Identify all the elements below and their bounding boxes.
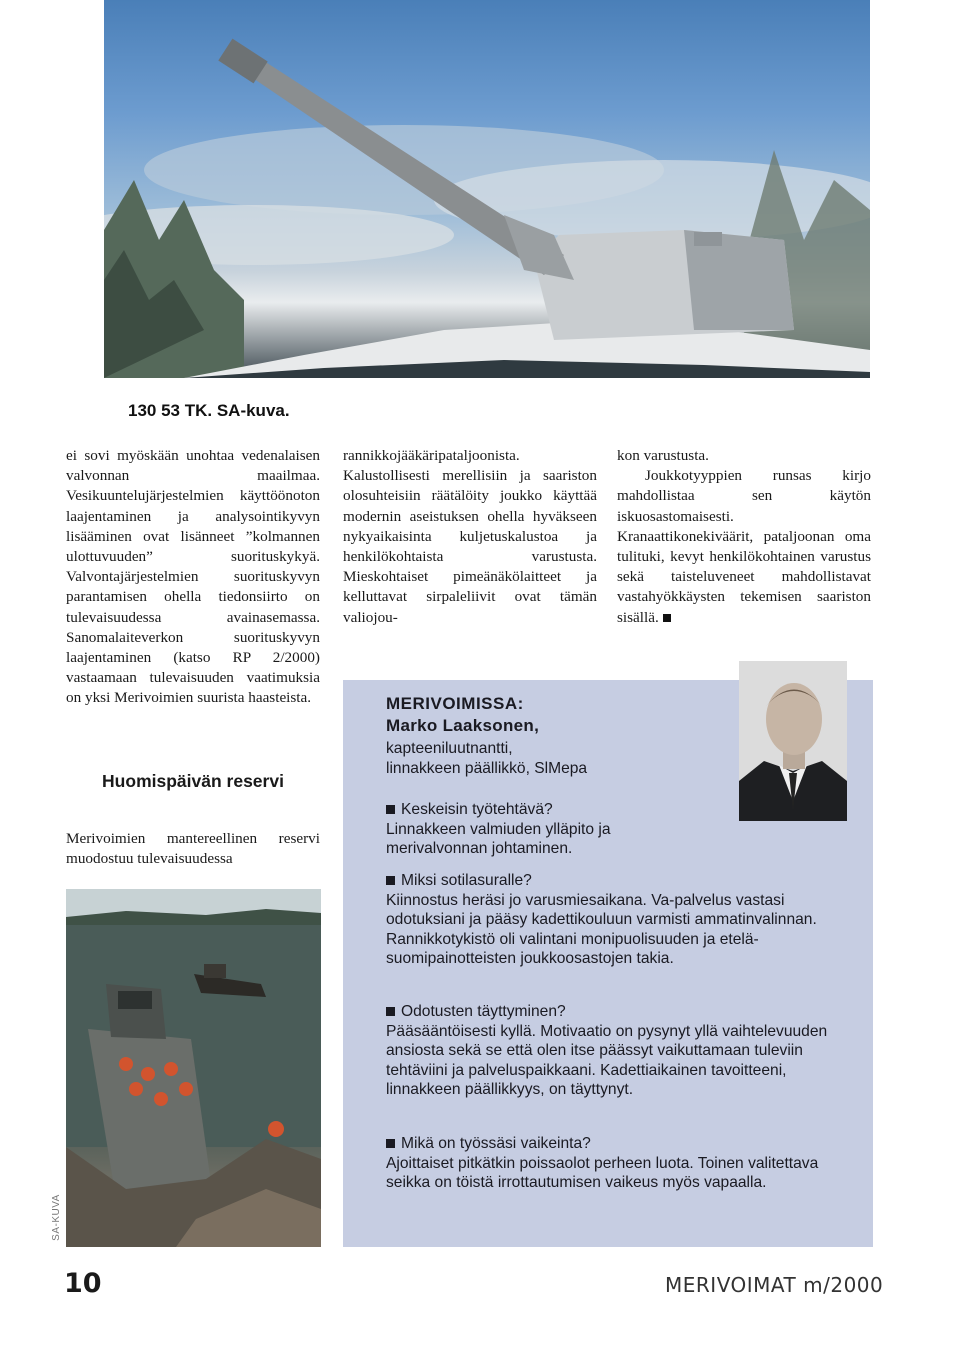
interview-question: Keskeisin työtehtävä?	[386, 800, 856, 820]
interview-item	[386, 1002, 856, 1100]
gun-turret-illustration	[104, 0, 870, 378]
interview-heading: MERIVOIMISSA:	[386, 694, 524, 713]
photo-credit	[51, 1196, 65, 1244]
subheading: Huomispäivän reservi	[102, 771, 284, 791]
article-column-3	[617, 446, 871, 628]
portrait-illustration	[739, 661, 847, 821]
page-number: 10	[64, 1268, 102, 1299]
landing-craft-illustration	[66, 889, 321, 1247]
photo-credit-text: SA-KUVA	[50, 1194, 62, 1241]
interview-item	[386, 871, 856, 969]
article-paragraph: rannikkojääkäripataljoonista. Kalustollisesti merellisiin ja saariston olosuhteisiin räätälöity joukko käyttää modernin aseistuksen ohella hyväkseen nykyaikaisinta kuljetuskalustoa ja henkilökohtaista varustusta. Mieskohtaiset pimeänäkölaitteet ja kelluttavat sirpaleliivit ovat tämän valiojou-	[343, 447, 597, 626]
interviewee-title	[386, 739, 676, 778]
end-mark-icon	[663, 614, 671, 622]
interviewee-rank: kapteeniluutnantti,	[386, 740, 513, 757]
landing-craft-photo	[66, 889, 321, 1247]
interview-question: Mikä on työssäsi vaikeinta?	[386, 1134, 856, 1154]
article-column-2	[343, 446, 597, 628]
interview-answer: Pääsääntöisesti kyllä. Motivaatio on pysynyt yllä vaihtelevuuden ansiosta sekä se että olen itse päässyt vaikuttamaan tuleviin tehtäviini ja palveluspaikkaani. Kadettiaikainen tavoitteeni, linnakkeen päällikkyys, on täyttynyt.	[386, 1022, 828, 1099]
magazine-name: MERIVOIMAT m/2000	[665, 1273, 884, 1297]
interview-answer: Linnakkeen valmiuden ylläpito ja merivalvonnan johtaminen.	[386, 820, 611, 858]
interview-answer: Ajoittaiset pitkätkin poissaolot perheen luota. Toinen valitettava seikka on töistä irrottautumisen vaikeus myös vapaalla.	[386, 1154, 819, 1192]
article-paragraph-text: Joukkotyyppien runsas kirjo mahdollistaa sen käytön iskuosastomaisesti. Kranaattikonekiväärit, pataljoonan oma tulituki, kevyt henkilökohtainen varustus sekä taisteluveneet mahdollistavat vastahyökkäysten tekemisen saariston sisällä.	[617, 467, 871, 626]
article-paragraph: Merivoimien mantereellinen reservi muodostuu tulevaisuudessa	[66, 830, 320, 868]
article-column-1-continued	[66, 829, 320, 869]
interview-question: Miksi sotilasuralle?	[386, 871, 856, 891]
interviewee-position: linnakkeen päällikkö, SlMepa	[386, 759, 588, 777]
interview-question: Odotusten täyttyminen?	[386, 1002, 856, 1022]
hero-caption: 130 53 TK. SA-kuva.	[128, 401, 290, 420]
article-paragraph: ei sovi myöskään unohtaa vedenalaisen valvonnan maailmaa. Vesikuuntelujärjestelmien käyttöönoton laajentaminen ja analysointikyvyn lisääminen ovat lisänneet ”kolmannen ulottuvuuden” suorituskykyä. Valvontajärjestelmien suorituskyvyn parantamisen ohella tiedonsiirto on tulevaisuudessa avainasemassa. Sanomalaiteverkon suorituskyvyn laajentaminen (katso RP 2/2000) vastaamaan tulevaisuuden vaatimuksia on yksi Merivoimien suurista haasteista.	[66, 447, 320, 707]
interview-item	[386, 1134, 856, 1193]
interviewee-name: Marko Laaksonen,	[386, 716, 540, 735]
hero-photo	[104, 0, 870, 378]
article-paragraph: kon varustusta.	[617, 447, 709, 464]
interview-answer: Kiinnostus heräsi jo varusmiesaikana. Va-palvelus vastasi odotuksiani ja pääsy kadettikouluun varmisti ammatinvalinnan. Rannikkotykistö oli valintani monipuolisuuden ja etelä-suomipainotteisten joukkoosastojen takia.	[386, 891, 817, 968]
article-column-1	[66, 446, 320, 709]
article-paragraph	[617, 466, 871, 628]
portrait-photo	[739, 661, 847, 821]
interview-item	[386, 800, 856, 859]
